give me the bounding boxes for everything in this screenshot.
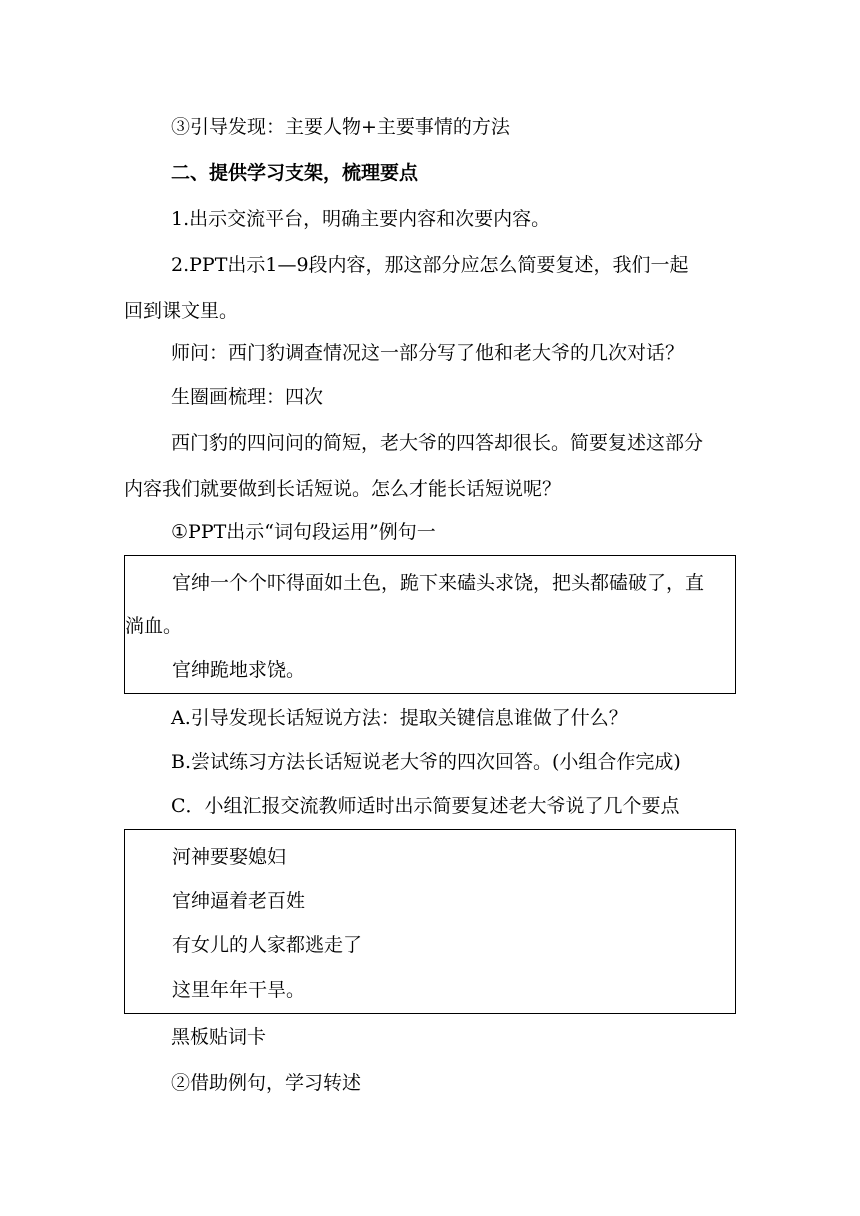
step-a-line: A.引导发现长话短说方法：提取关键信息谁做了什么？ bbox=[171, 707, 628, 729]
step-b-line: B.尝试练习方法长话短说老大爷的四次回答。(小组合作完成) bbox=[171, 751, 681, 773]
step-c-line: C．小组汇报交流教师适时出示简要复述老大爷说了几个要点 bbox=[171, 795, 680, 817]
step-1-line: 1.出示交流平台，明确主要内容和次要内容。 bbox=[171, 208, 551, 230]
step-2-continuation: 回到课文里。 bbox=[124, 300, 239, 322]
analysis-continuation: 内容我们就要做到长话短说。怎么才能长话短说呢？ bbox=[124, 478, 562, 500]
key-point-item: 有女儿的人家都逃走了 bbox=[172, 934, 363, 956]
ppt-example-line: ①PPT出示“词句段运用”例句一 bbox=[171, 521, 436, 543]
example-long-sentence: 官绅一个个吓得面如土色，跪下来磕头求饶，把头都磕破了，直 bbox=[172, 572, 705, 594]
key-point-item: 官绅逼着老百姓 bbox=[172, 890, 306, 912]
guide-discovery-line: ③引导发现：主要人物+主要事情的方法 bbox=[171, 116, 510, 138]
section-heading: 二、提供学习支架，梳理要点 bbox=[171, 162, 419, 184]
key-point-item: 河神要娶媳妇 bbox=[172, 846, 287, 868]
step-2-line: 2.PPT出示1—9段内容，那这部分应怎么简要复述，我们一起 bbox=[171, 254, 689, 276]
example-short-sentence: 官绅跪地求饶。 bbox=[172, 659, 306, 681]
student-answer-line: 生圈画梳理：四次 bbox=[171, 386, 324, 408]
teacher-question-line: 师问：西门豹调查情况这一部分写了他和老大爷的几次对话？ bbox=[171, 342, 685, 364]
example-sentence-box bbox=[124, 555, 736, 694]
blackboard-line: 黑板贴词卡 bbox=[171, 1026, 267, 1048]
analysis-line: 西门豹的四问问的简短，老大爷的四答却很长。简要复述这部分 bbox=[171, 432, 704, 454]
key-points-box bbox=[124, 829, 736, 1014]
example-long-sentence-continuation: 淌血。 bbox=[125, 615, 183, 637]
key-point-item: 这里年年干旱。 bbox=[172, 979, 306, 1001]
retell-line: ②借助例句，学习转述 bbox=[171, 1072, 362, 1094]
